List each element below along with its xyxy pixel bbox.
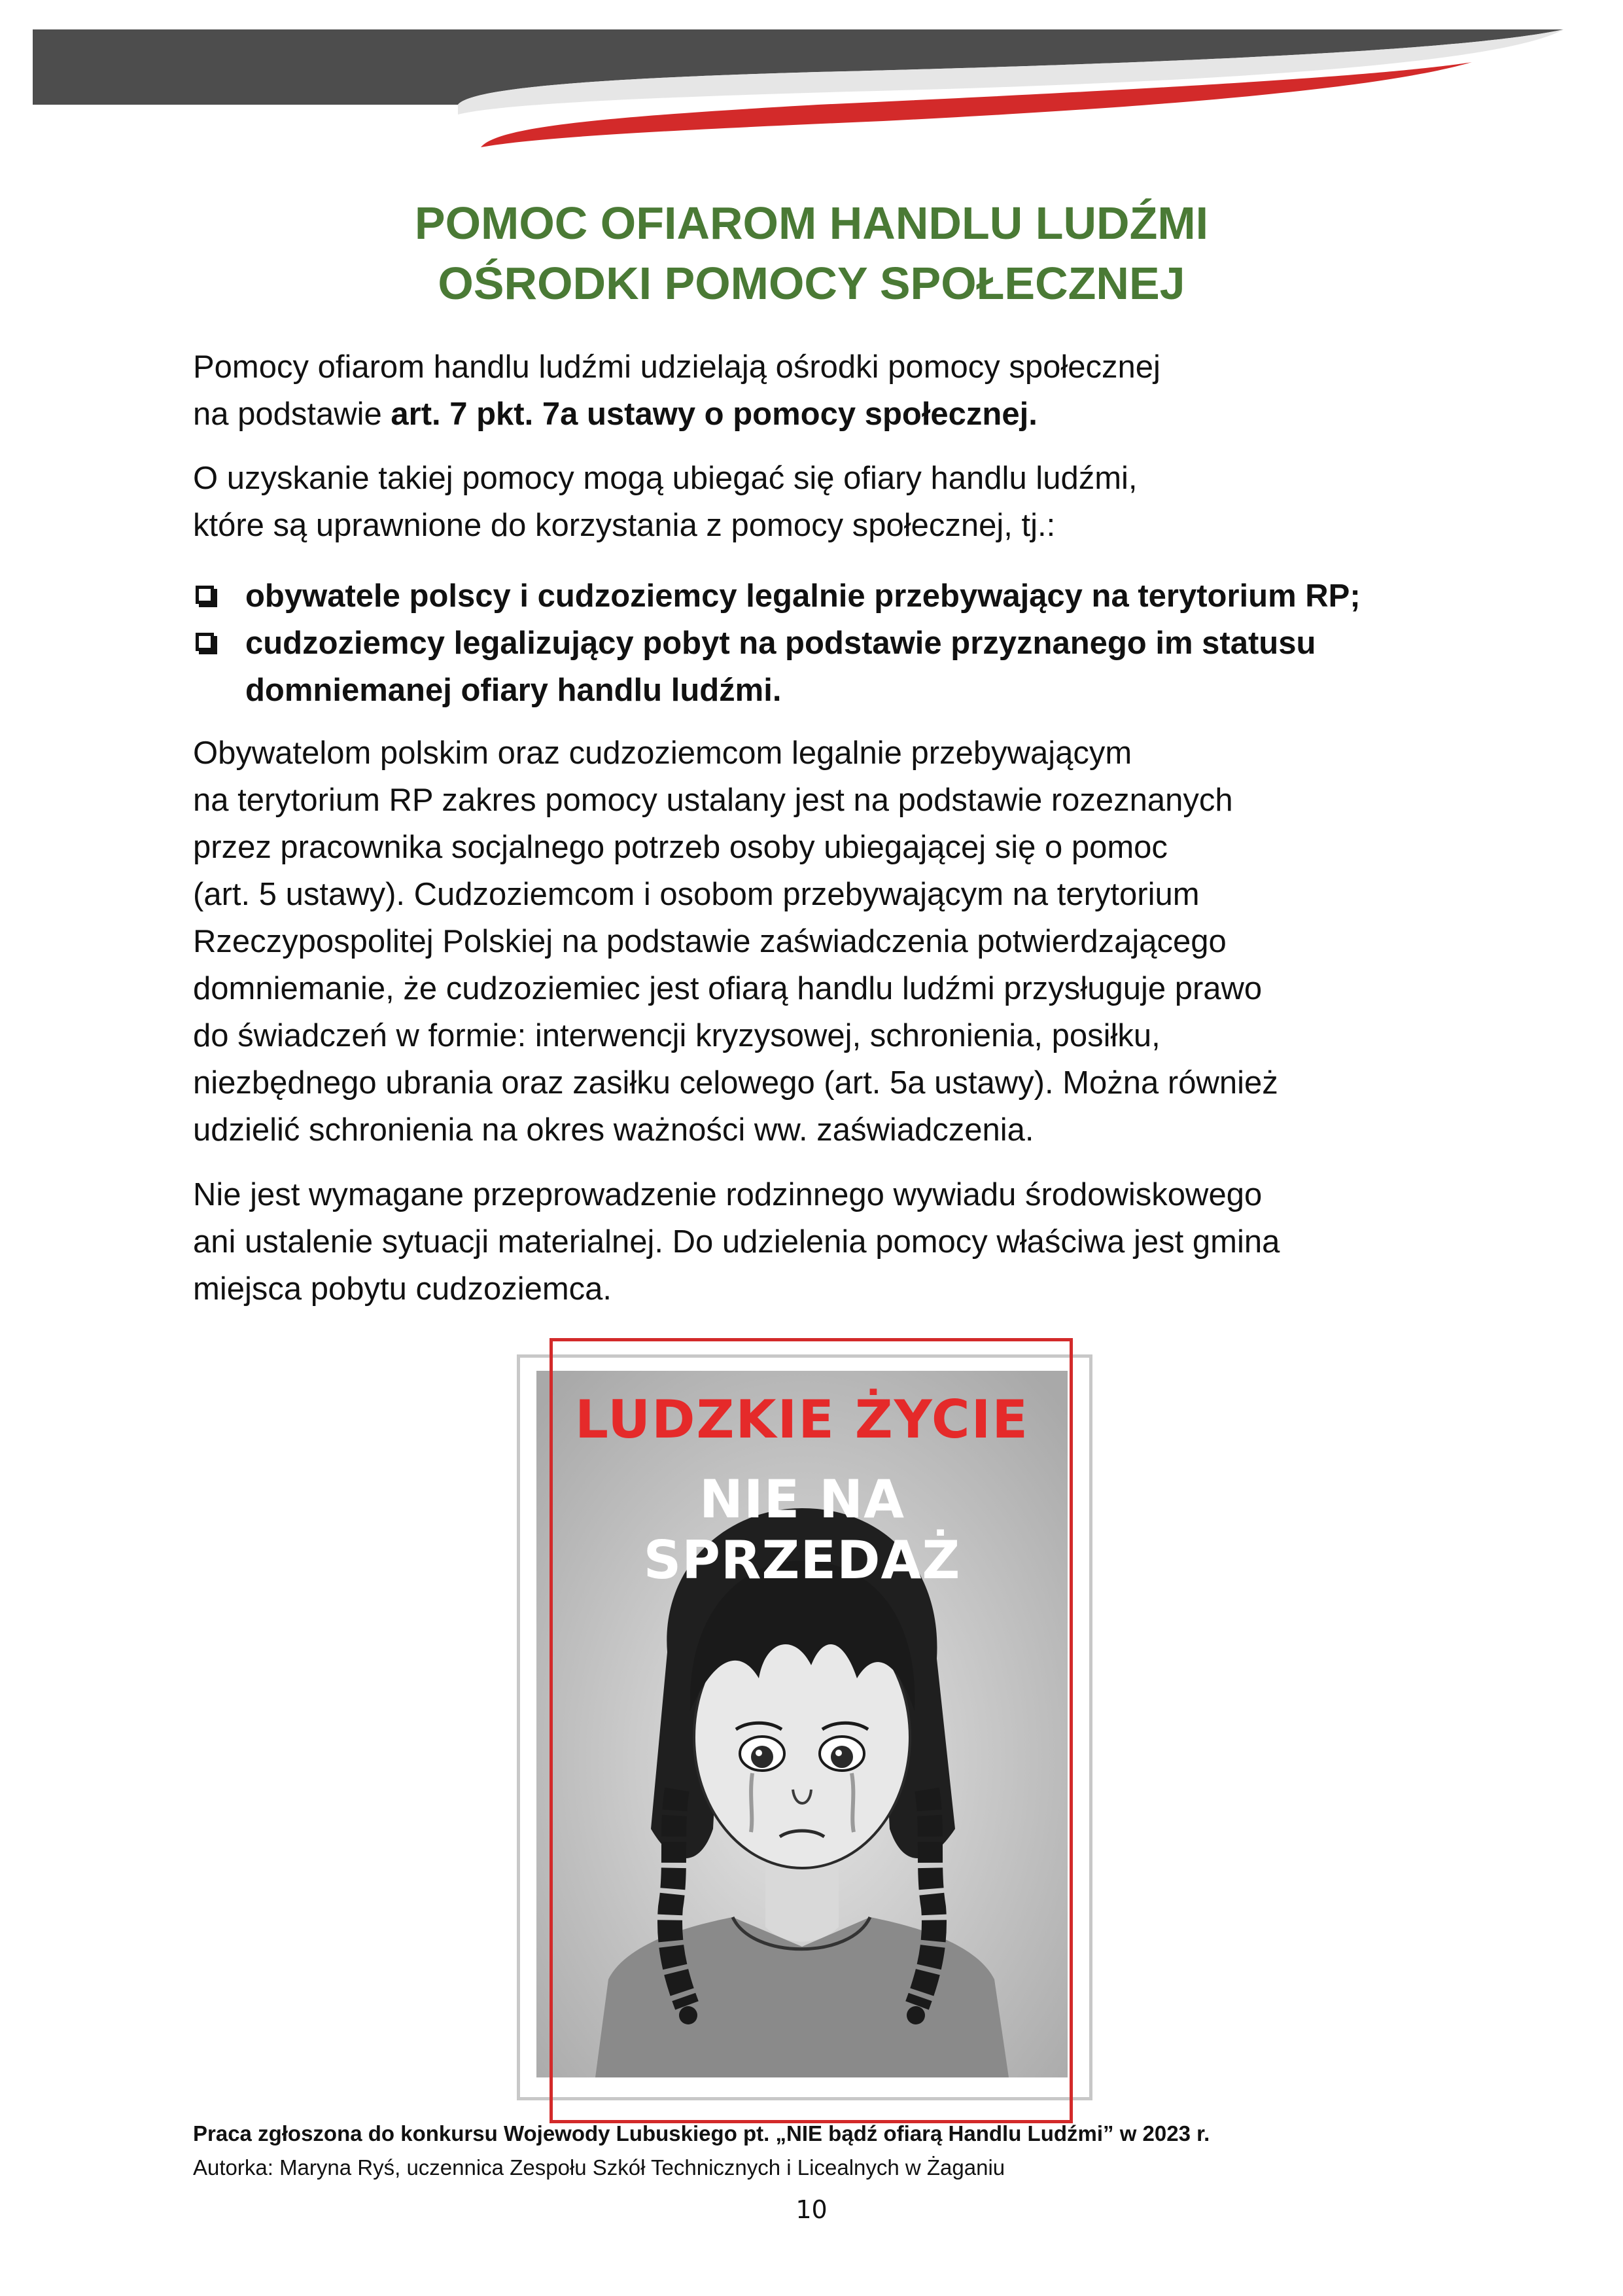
- body-line: przez pracownika socjalnego potrzeb osoby ubiegającej się o pomoc: [193, 830, 1168, 865]
- eligibility-paragraph: [193, 455, 1475, 549]
- body-line: na terytorium RP zakres pomocy ustalany jest na podstawie rozeznanych: [193, 783, 1233, 818]
- poster-headline-red: LUDZKIE ŻYCIE: [575, 1389, 1029, 1450]
- intro-line-2-prefix: na podstawie: [193, 397, 391, 432]
- poster-figure: [517, 1338, 1092, 2123]
- list-item-line: cudzoziemcy legalizujący pobyt na podstawie przyznanego im statusu: [245, 626, 1316, 661]
- body-line: Rzeczypospolitej Polskiej na podstawie zaświadczenia potwierdzającego: [193, 924, 1227, 959]
- body-paragraph: [193, 730, 1475, 1154]
- list-item: [193, 573, 1488, 620]
- closing-line: ani ustalenie sytuacji materialnej. Do udzielenia pomocy właściwa jest gmina: [193, 1224, 1280, 1260]
- eligibility-list: [193, 573, 1488, 714]
- page-title: [0, 193, 1623, 313]
- closing-paragraph: [193, 1171, 1475, 1313]
- poster-caption: [193, 2117, 1475, 2185]
- eligibility-line-2: które są uprawnione do korzystania z pomocy społecznej, tj.:: [193, 508, 1056, 543]
- intro-line-1: Pomocy ofiarom handlu ludźmi udzielają ośrodki pomocy społecznej: [193, 349, 1161, 385]
- page-number: 10: [795, 2195, 828, 2224]
- caption-contest-line: Praca zgłoszona do konkursu Wojewody Lubuskiego pt. „NIE bądź ofiarą Handlu Ludźmi” w 2023 r.: [193, 2121, 1210, 2146]
- caption-author-line: Autorka: Maryna Ryś, uczennica Zespołu Szkół Technicznych i Licealnych w Żaganiu: [193, 2155, 1005, 2180]
- intro-paragraph: [193, 344, 1475, 438]
- body-line: do świadczeń w formie: interwencji kryzysowej, schronienia, posiłku,: [193, 1018, 1161, 1053]
- closing-line: Nie jest wymagane przeprowadzenie rodzinnego wywiadu środowiskowego: [193, 1177, 1263, 1212]
- intro-legal-reference: art. 7 pkt. 7a ustawy o pomocy społecznej.: [391, 397, 1038, 432]
- list-item-line: obywatele polscy i cudzoziemcy legalnie przebywający na terytorium RP;: [245, 578, 1361, 614]
- header-decoration: [0, 0, 1623, 157]
- body-line: udzielić schronienia na okres ważności ww. zaświadczenia.: [193, 1112, 1034, 1148]
- page-title-line-1: POMOC OFIAROM HANDLU LUDŹMI: [414, 198, 1209, 249]
- intro-line-2: [193, 391, 1475, 438]
- poster-headline-white: NIE NA SPRZEDAŻ: [643, 1469, 961, 1591]
- body-line: domniemanie, że cudzoziemiec jest ofiarą handlu ludźmi przysługuje prawo: [193, 971, 1263, 1006]
- poster-red-frame: [550, 1338, 1073, 2123]
- body-line: (art. 5 ustawy). Cudzoziemcom i osobom przebywającym na terytorium: [193, 877, 1200, 912]
- closing-line: miejsca pobytu cudzoziemca.: [193, 1271, 612, 1307]
- body-line: niezbędnego ubrania oraz zasiłku celowego (art. 5a ustawy). Można również: [193, 1065, 1278, 1101]
- checkbox-bullet-icon: [196, 586, 214, 604]
- list-item-line: domniemanej ofiary handlu ludźmi.: [245, 673, 782, 708]
- page-title-line-2: OŚRODKI POMOCY SPOŁECZNEJ: [438, 258, 1185, 309]
- body-line: Obywatelom polskim oraz cudzoziemcom legalnie przebywającym: [193, 735, 1132, 771]
- checkbox-bullet-icon: [196, 633, 214, 651]
- list-item: [193, 620, 1488, 714]
- eligibility-line-1: O uzyskanie takiej pomocy mogą ubiegać się ofiary handlu ludźmi,: [193, 461, 1138, 496]
